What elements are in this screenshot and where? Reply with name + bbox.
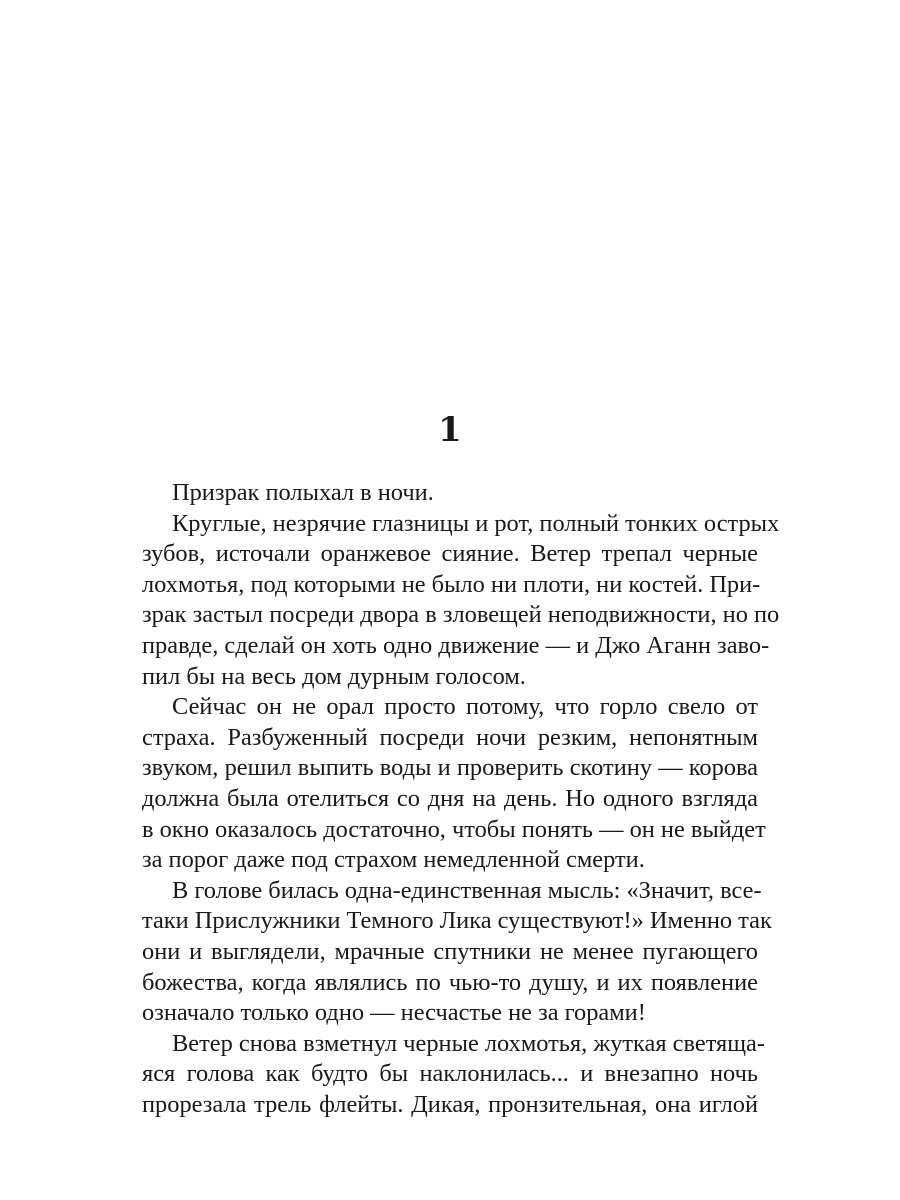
chapter-text [142,478,780,1120]
text-line: должна была отелиться со дня на день. Но одного взгляда [142,784,758,812]
text-line: таки Прислужники Темного Лика существуют!» Именно так [142,907,772,935]
text-line: в окно оказалось достаточно, чтобы понять — он не выйдет [142,815,766,843]
text-line: они и выглядели, мрачные спутники не менее пугающего [142,937,758,965]
text-line: Круглые, незрячие глазницы и рот, полный тонких острых [172,509,780,537]
text-line: Сейчас он не орал просто потому, что горло свело от [172,693,758,721]
text-line: В голове билась одна-единственная мысль: «Значит, все- [172,876,762,904]
text-line: за порог даже под страхом немедленной смерти. [142,846,645,874]
text-line: яся голова как будто бы наклонилась... и внезапно ночь [142,1060,758,1088]
text-line: правде, сделай он хоть одно движение — и Джо Аганн заво- [142,631,770,659]
text-line: означало только одно — несчастье не за горами! [142,999,646,1027]
text-line: зрак застыл посреди двора в зловещей неподвижности, но по [142,601,780,629]
chapter-number: 1 [438,410,462,450]
paragraph-5 [142,1029,765,1121]
paragraph-2 [142,509,780,693]
text-line: страха. Разбуженный посреди ночи резким, непонятным [142,723,758,751]
text-line: Призрак полыхал в ночи. [172,479,434,506]
text-line: прорезала трель флейты. Дикая, пронзительная, она иглой [142,1090,758,1118]
text-line: лохмотья, под которыми не было ни плоти, ни костей. При- [142,570,761,598]
text-line: звуком, решил выпить воды и проверить скотину — корова [142,754,758,782]
text-line: божества, когда являлись по чью-то душу, и их появление [142,968,758,996]
paragraph-4 [142,876,772,1029]
text-line: Ветер снова взметнул черные лохмотья, жуткая светяща- [172,1029,765,1057]
text-line: пил бы на весь дом дурным голосом. [142,662,526,690]
paragraph-3 [142,692,766,876]
text-line: зубов, источали оранжевое сияние. Ветер трепал черные [142,540,758,568]
paragraph-1 [142,478,758,509]
